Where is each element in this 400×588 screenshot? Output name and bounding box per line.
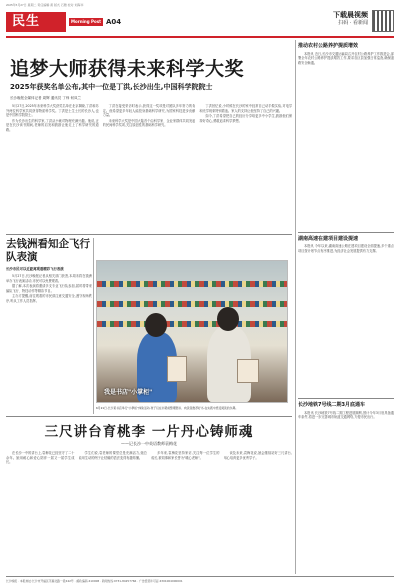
left-story-paragraph: 据了解,本次表演将邀请多支专业飞行队参加,届时将带来编队飞行、特技动作等精彩节目。: [6, 284, 92, 293]
bottom-column: [6, 451, 75, 561]
lead-paragraph: 丁洪在接受采访时表示,获得这一奖项是对团队多年努力的肯定。他希望更多年轻人能投身基础科学研究,为国家科技进步贡献力量。: [102, 104, 196, 118]
page-footer: 长沙晚报 · 本报地址:长沙市开福区芙蓉北路一段442号 · 邮政编码:410008 · 新闻热线:0731-84257766 · 广告经营许可证:4301004000001: [6, 576, 394, 584]
lead-column-1: [6, 104, 99, 254]
bottom-story-subheadline: ——记长沙一中英语教师袁梅花: [121, 441, 177, 446]
header-rule: [6, 36, 394, 38]
bookshelf: [97, 281, 287, 287]
left-story-paragraph: 5月27日,长沙晚报记者从相关部门获悉,本周末将在钱洲举办飞行表演活动,市民可以免费观看。: [6, 274, 92, 283]
right-story-title: 湖南高速在建项目建设提速: [298, 235, 359, 242]
right-story-paragraph: 本报讯 长沙地铁7号线二期工程进展顺利,预计今年3月底具备通车条件,将进一步完善城市轨道交通网络,方便市民出行。: [298, 410, 394, 420]
bottom-story-body: [6, 451, 292, 561]
section-divider: [6, 234, 292, 235]
masthead: [6, 9, 394, 35]
right-story-body: [298, 52, 394, 228]
right-column: [298, 40, 394, 565]
lead-paragraph: 作为长沙出生的科学家,丁洪从小就对物理充满兴趣。他说,正是在长沙读书期间,老师的启发和鼓励让他走上了科学研究的道路。: [6, 118, 99, 132]
section-divider: [6, 416, 292, 417]
right-story-body: [298, 411, 394, 561]
bookshelf: [97, 301, 287, 307]
right-story-paragraph: 本报讯 近日,长沙市交通运输局召开农村公路养护工作推进会,部署全年农村公路养护提质增效工作,要求各区县加强日常巡查,确保道路安全畅通。: [298, 51, 394, 65]
right-story-title: 推动农村公路养护提质增效: [298, 43, 359, 49]
right-story-title: 长沙地铁7号线二期3月底通车: [298, 402, 365, 408]
bottom-paragraph: 在长沙一中的讲台上,袁梅花已经坚守了二十余年。她用耐心和爱心陪伴一届又一届学生成长。: [6, 451, 75, 465]
person-head: [145, 313, 167, 337]
left-story-paragraph: 主办方提醒,前往观看的市民请注意交通安全,遵守现场秩序,听从工作人员指挥。: [6, 294, 92, 303]
bottom-column: [151, 451, 220, 561]
photo-overlay-title: 我是书店"小掌柜": [104, 389, 153, 396]
lead-headline: 追梦大师获得未来科学大奖: [10, 58, 245, 80]
lead-paragraph: 未来科学大奖是中国大陆首个由科学家、企业家群体共同发起的民间科学奖项,关注原创性的基础科学研究。: [102, 118, 196, 128]
right-story: [298, 43, 394, 228]
person-head: [217, 307, 239, 331]
left-story: [6, 238, 92, 444]
bookshelf: [97, 321, 287, 327]
lead-paragraph: 如今,丁洪希望把自己的经历分享给更多中小学生,鼓励他们保持好奇心,勇敢追求科学梦想。: [199, 114, 293, 123]
app-promo: [333, 12, 368, 27]
left-story-subheadline: 长沙市民可以近距离观看精彩飞行表演: [6, 267, 64, 271]
page-number: A04: [106, 18, 122, 26]
news-photo: [96, 260, 288, 403]
app-promo-text: 扫码 · 看新闻: [338, 20, 368, 26]
column-divider: [295, 40, 296, 574]
lead-paragraph: 丁洪回忆说,小时候在长沙的家中经常自己动手做实验,对电学和光学现象特别着迷。家人的支持让他坚持了自己的兴趣。: [199, 104, 293, 113]
lead-subheadline: 2025年获奖名单公布,其中一位是丁洪,长沙出生,中国科学院院士: [10, 83, 213, 91]
book: [167, 356, 187, 382]
qr-code-icon[interactable]: [372, 10, 394, 32]
lead-column-2: [103, 104, 196, 254]
lead-body: [6, 104, 292, 254]
bottom-column: [79, 451, 148, 561]
section-divider: [298, 232, 394, 233]
lead-paragraph: 5月27日,2025年未来科学大奖获奖名单在北京揭晓,丁洪和另外两位科学家共同获得物质科学奖。丁洪是土生土长的长沙人,也是中国科学院院士。: [6, 104, 99, 118]
bottom-paragraph: 谈及未来,袁梅花说,她会继续站好三尺讲台,用心培育更多优秀学子。: [223, 451, 292, 460]
newspaper-logo: Morning Post: [71, 19, 101, 24]
lead-byline: 长沙晚报全媒体记者 周辉 通讯员 丁炜 何凤兰: [10, 96, 81, 100]
right-story: [298, 402, 394, 561]
photo-caption: 6月21日,长沙某书店举行"小掌柜"体验活动,孩子们在书架前整理图书、向读者推荐好书,在实践中感受阅读的乐趣。: [96, 406, 239, 410]
bottom-column: [224, 451, 293, 561]
right-story-paragraph: 本报讯 今年以来,湖南高速公路在建项目建设全面提速,多个重点项目按计划节点有序推进,为经济社会发展提供有力支撑。: [298, 244, 394, 253]
lead-story: [6, 40, 292, 254]
bottom-paragraph: 学生们说,袁老师的课堂总是充满活力,她总能用生动的例子让枯燥的语法变得有趣易懂。: [78, 451, 147, 460]
column-divider: [93, 238, 94, 414]
lead-column-3: [199, 104, 292, 254]
book: [237, 359, 259, 383]
bottom-paragraph: 多年来,袁梅花坚持家访,关注每一位学生的成长,被同事和家长誉为"暖心老师"。: [151, 451, 220, 460]
left-story-headline: 去钱洲看知企飞行队表演: [6, 238, 90, 263]
app-promo-title: 下载晨视频: [333, 11, 368, 19]
section-divider: [298, 398, 394, 399]
bottom-story: [6, 418, 292, 561]
page-topline: 2025年5月27日 星期二 责任编辑 黄 版式 石雅 校对 刘海华: [6, 3, 84, 7]
brand-box: [69, 15, 121, 29]
right-story-body: [298, 244, 394, 394]
right-story: [298, 236, 394, 395]
section-label: 民生: [6, 12, 66, 32]
bottom-story-headline: 三尺讲台育桃李 一片丹心铸师魂: [44, 424, 254, 440]
